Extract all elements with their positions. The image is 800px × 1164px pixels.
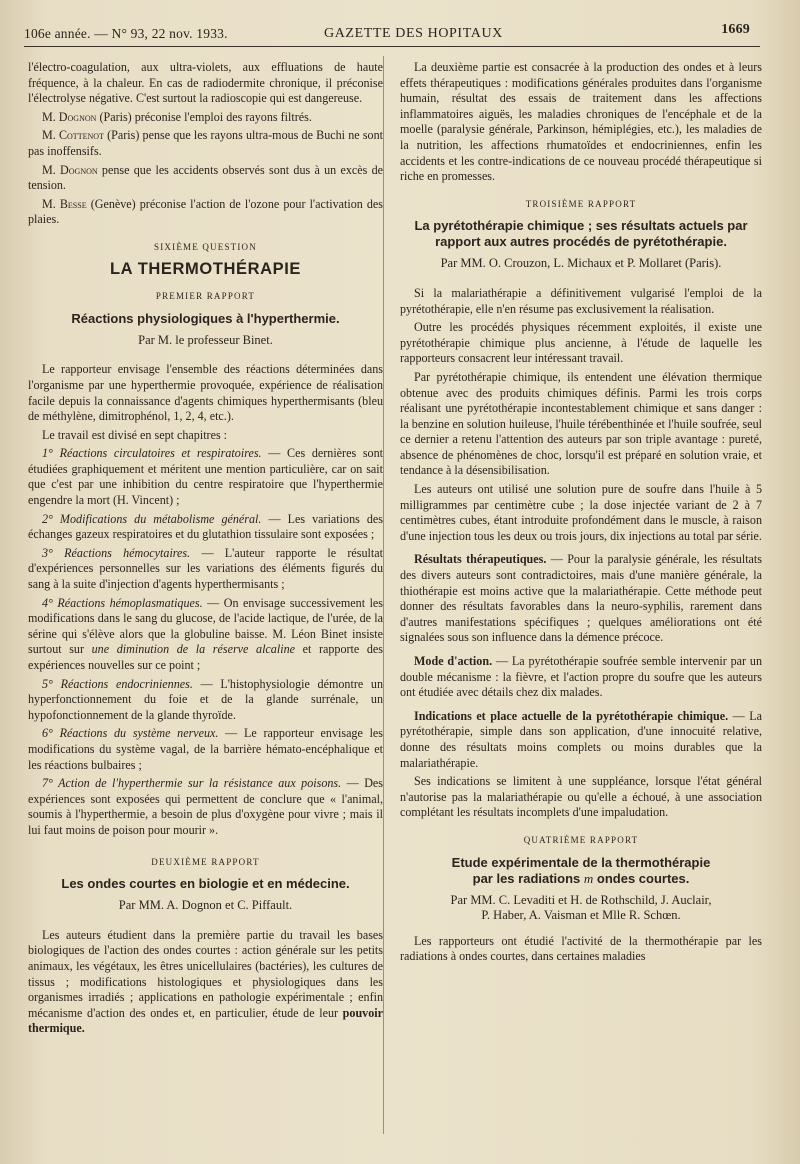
chapter-item: [28, 446, 383, 508]
chapter-text: — L'auteur rapporte le résultat d'expériences personnelles sur les variations des éléments figurés du sang à la suite d'injection d'agents hyperthermisants ;: [28, 545, 383, 592]
chapter-title: 5° Réactions endocriniennes.: [42, 676, 193, 691]
paragraph: Le rapporteur envisage l'ensemble des réactions déterminées dans l'organisme par une hyperthermie provoquée, expérience de réalisation facile depuis la connaissance d'agents chimiques hyperthermisants (bleu de méthylène, dimitrophénol, 1, 2, 4, etc.).: [28, 362, 383, 424]
header-rule: [24, 46, 760, 47]
chapter-title: 4° Réactions hémoplasmatiques.: [42, 595, 203, 610]
journal-title: GAZETTE DES HOPITAUX: [324, 26, 503, 41]
paragraph-text: — Pour la paralysie générale, les résultats des divers auteurs sont contradictoires, mais d'une manière générale, la thiothérapie est moins active que la malariathérapie. Cette méthode peut donner des résultats favorables dans la neuro-syphilis, rarement dans d'autres manifestations spécifiques ; quelques améliorations ont été signalées sous son influence dans la démence précoce.: [400, 552, 762, 645]
title-part: par les radiations: [472, 870, 584, 886]
report-byline: Par MM. A. Dognon et C. Piffault.: [118, 898, 293, 913]
title-part: ondes courtes.: [593, 870, 690, 886]
report-byline: [400, 893, 762, 924]
report-title-line: [400, 871, 762, 887]
column-divider: [383, 56, 384, 1134]
report-title-line: Etude expérimentale de la thermothérapie: [451, 854, 711, 870]
paragraph-text: Les auteurs étudient dans la première partie du travail les bases biologiques de l'action des ondes courtes : action générale sur les petits animaux, les végétaux, les êtres unicellulaires (bactéries), les cultures de tissus ; modifications histologiques et physiologiques dans les organismes irradiés ; applications en pathologie expérimentale ; enfin mécanisme d'action des ondes et, en particulier, étude de leur: [28, 927, 383, 1020]
chapter-title: 6° Réactions du système nerveux.: [42, 726, 219, 741]
chapter-item: [28, 776, 383, 838]
paragraph: [28, 128, 383, 159]
paragraph: Les auteurs ont utilisé une solution pure de soufre dans l'huile à 5 milligrammes par centimètre cube ; la dose injectée variant de 2 à 7 centimètres cubes, étant introduite profondément dans le muscle, à raison d'une injection tous les deux ou trois jours, dix injections au total par série.: [400, 482, 762, 543]
bold-text: pouvoir thermique.: [28, 1005, 383, 1036]
subheading: Indications et place actuelle de la pyrétothérapie chimique.: [414, 708, 729, 723]
report-title: La pyrétothérapie chimique ; ses résultats actuels par rapport aux autres procédés de pyrétothérapie.: [414, 218, 748, 250]
right-column: [400, 60, 762, 968]
report-byline: Par M. le professeur Binet.: [138, 332, 273, 347]
chapter-item: [28, 596, 383, 674]
section-title: LA THERMOTHÉRAPIE: [109, 259, 302, 278]
paragraph: Outre les procédés physiques récemment exploités, il existe une pyrétothérapie chimique plus ancienne, à l'étude de laquelle les rapporteurs consacrent leur intéressant travail.: [400, 320, 762, 366]
paragraph: [400, 709, 762, 771]
speaker-name: M. Cottenot: [42, 128, 104, 143]
report-label: QUATRIÈME RAPPORT: [523, 834, 639, 845]
left-column: [28, 60, 383, 1040]
emphasis: une diminution de la réserve alcaline: [91, 642, 295, 657]
chapter-text: — Le rapporteur envisage les modifications du système vagal, de la barrière hémato-encéphalique et les réactions bulbaires ;: [28, 726, 384, 772]
report-title: [400, 855, 762, 887]
subheading: Mode d'action.: [414, 654, 493, 668]
report-label: PREMIER RAPPORT: [155, 291, 256, 302]
page-header: [24, 22, 750, 46]
chapter-text: — Ces dernières sont étudiées graphiquement et méritent une mention particulière, car on sait que c'est par une inhibition du centre respiratoire que l'hyperthermie engendre la mort (H. Vincent) ;: [28, 446, 383, 508]
chapter-text: et rapporte des expériences nouvelles sur ce point ;: [28, 642, 383, 672]
report-byline: Par MM. O. Crouzon, L. Michaux et P. Mollaret (Paris).: [440, 256, 722, 271]
speaker-name: M. Dognon: [42, 109, 97, 124]
paragraph: [28, 110, 383, 126]
speaker-name: M. Besse: [42, 196, 87, 211]
chapter-item: [28, 546, 383, 593]
chapter-title: 1° Réactions circulatoires et respiratoires.: [42, 446, 262, 461]
chapter-text: — L'histophysiologie démontre un hyperfonctionnement du foie et de la glande surrénale, un hypofonctionnement de la glande thyroïde.: [28, 676, 383, 722]
paragraph-text: pense que les accidents observés sont dus à un excès de tension.: [28, 162, 383, 193]
title-part: m: [583, 870, 594, 886]
paragraph-text: — La pyrétothérapie, simple dans son application, d'une innocuité relative, donne des résultats moins complets ou moins durables que la malariathérapie.: [400, 708, 762, 770]
paragraph: [28, 163, 383, 194]
paragraph: Le travail est divisé en sept chapitres :: [42, 427, 228, 442]
paragraph-text: (Genève) préconise l'action de l'ozone pour l'activation des plaies.: [28, 196, 383, 227]
chapter-item: [28, 512, 383, 543]
report-label: DEUXIÈME RAPPORT: [151, 856, 260, 867]
chapter-title: 2° Modifications du métabolisme général.: [42, 511, 262, 526]
speaker-name: M. Dognon: [42, 162, 98, 177]
paragraph: Ses indications se limitent à une suppléance, lorsque l'état général n'autorise pas la malariathérapie ou qu'elle a échoué, à une association complétant les résultats incomplets d'une impaludation.: [400, 774, 762, 820]
question-label: SIXIÈME QUESTION: [154, 241, 257, 252]
chapter-title: 7° Action de l'hyperthermie sur la résistance aux poisons.: [42, 776, 342, 791]
paragraph-text: — La pyrétothérapie soufrée semble intervenir par un double mécanisme : la fièvre, et l'action propre du soufre que les auteurs ont étudiée avec détails chez dix malades.: [400, 654, 762, 700]
chapter-text: — On envisage successivement les modifications dans le sang du glucose, de l'acide lactique, de l'urée, de la sérine qui s'élève alors que la globuline baisse. M. Léon Binet insiste surtout sur: [28, 595, 384, 657]
paragraph: La deuxième partie est consacrée à la production des ondes et à leurs effets thérapeutiques : modifications générales produites dans l'organisme humain, résultat des essais de traitement dans les affections inflammatoires aiguës, les maladies chroniques de l'encéphale et de la moelle (paralysie générale, Parkinson, hémiplégies, etc.), les maladies de la nutrition, les affections rhumatoïdes et endocriniennes, enfin les accidents et les contre-indications de ce nouveau procédé thérapeutique si riche en promesses.: [400, 60, 762, 184]
byline-line: Par MM. C. Levaditi et H. de Rothschild, J. Auclair,: [450, 892, 712, 907]
chapter-item: [28, 726, 383, 773]
subheading: Résultats thérapeutiques.: [414, 552, 547, 567]
paragraph: [28, 928, 383, 1037]
report-label: TROISIÈME RAPPORT: [525, 198, 637, 209]
paragraph: Les rapporteurs ont étudié l'activité de la thermothérapie par les radiations à ondes courtes, dans certaines maladies: [400, 933, 762, 964]
paragraph: l'électro-coagulation, aux ultra-violets, aux effluations de haute fréquence, à la chaleur. En cas de radiodermite chronique, il préconise l'électrolyse négative. C'est surtout la radioscopie qui est dangereuse.: [28, 60, 383, 106]
paragraph: Si la malariathérapie a définitivement vulgarisé l'emploi de la pyrétothérapie, elle n'en résume pas exclusivement la réalisation.: [400, 285, 762, 316]
paragraph: [28, 197, 383, 228]
issue-info: 106e année. — N° 93, 22 nov. 1933.: [24, 26, 228, 41]
chapter-text: — Les variations des échanges gazeux respiratoires et du glutathion tissulaire sont exposées ;: [28, 511, 383, 542]
byline-line: P. Haber, A. Vaisman et Mlle R. Schœn.: [481, 908, 681, 923]
chapter-title: 3° Réactions hémocytaires.: [42, 545, 191, 560]
paragraph: [400, 552, 762, 646]
page-number: 1669: [721, 22, 750, 37]
paragraph-text: (Paris) préconise l'emploi des rayons filtrés.: [96, 109, 312, 124]
chapter-text: — Des expériences sont exposées qui permettent de conclure que « l'animal, soumis à l'hyperthermie, a besoin de plus d'oxygène pour vivre ; mais il lui faut moins de poison pour mourir ».: [28, 776, 384, 837]
paragraph: Par pyrétothérapie chimique, ils entendent une élévation thermique obtenue avec des produits chimiques définis. Parmi les trois corps réalisant une pyrétothérapie incontestablement chimique et sans danger : la benzine en solution huileuse, l'huile térébenthinée et l'huile soufrée, seul ce dernier a retenu l'attention des auteurs par son triple avantage : pureté, absence de phénomènes de choc, lorsqu'il est préparé en solution vraie, et tendance à la désensibilisation.: [400, 369, 762, 478]
report-title: Réactions physiologiques à l'hyperthermie.: [71, 310, 340, 326]
paragraph-text: (Paris) pense que les rayons ultra-mous de Buchi ne sont pas inoffensifs.: [28, 128, 383, 158]
chapter-item: [28, 677, 383, 724]
report-title: Les ondes courtes en biologie et en médecine.: [61, 876, 350, 892]
paragraph: [400, 654, 762, 701]
